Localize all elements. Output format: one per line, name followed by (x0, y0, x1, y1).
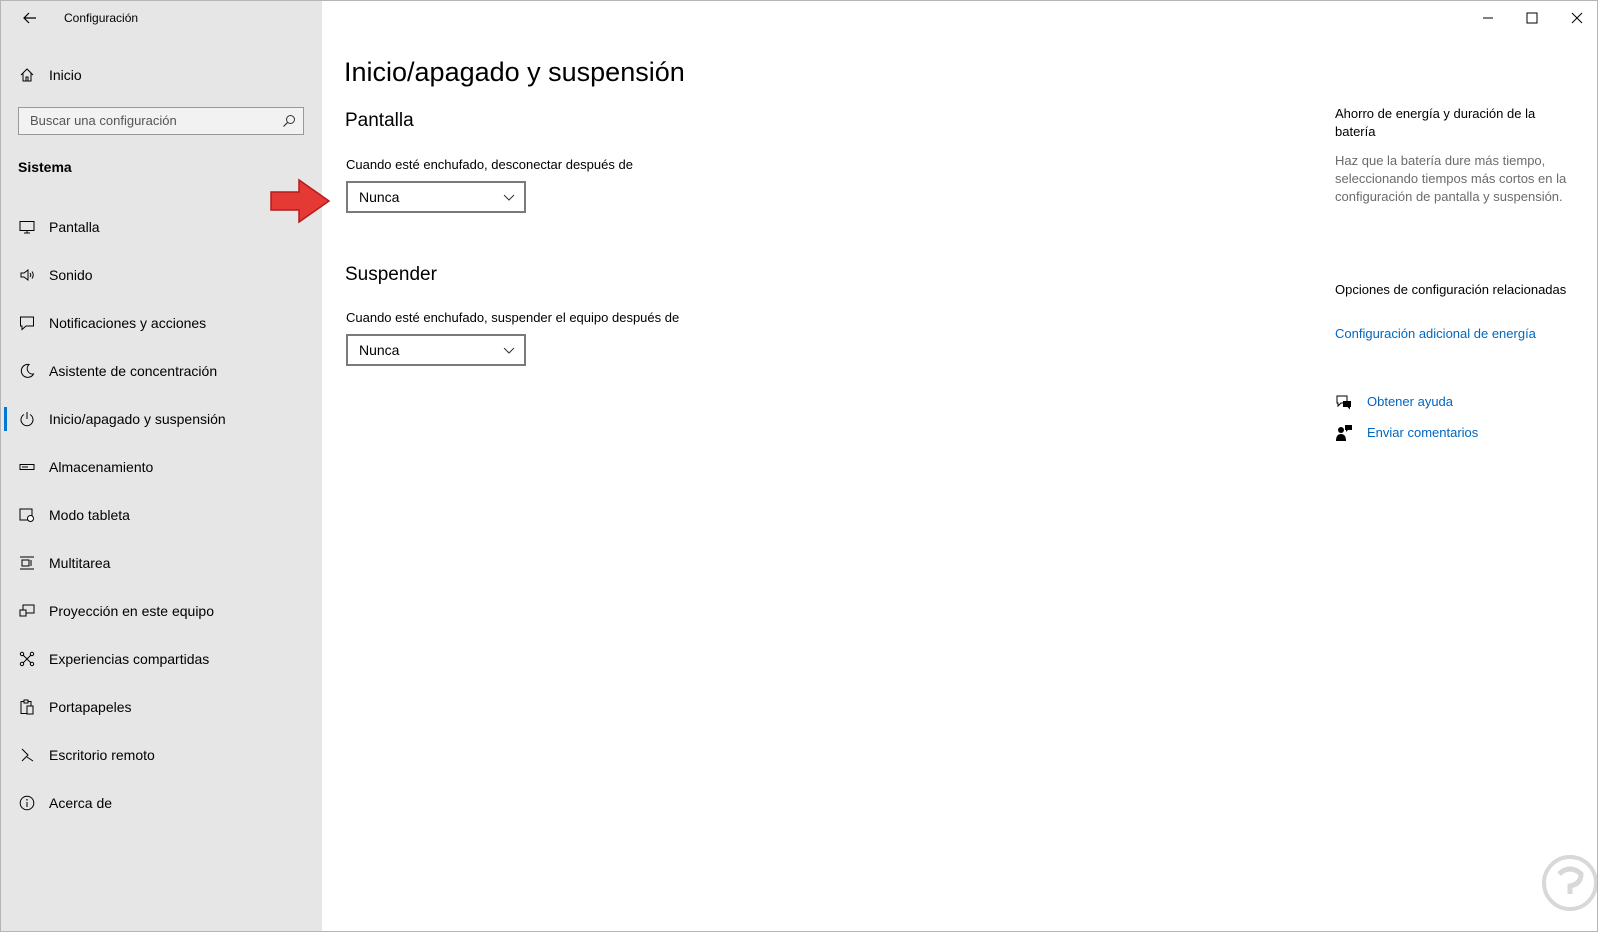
home-icon (18, 66, 36, 84)
screen-timeout-dropdown[interactable] (346, 181, 526, 213)
sidebar-item-sonido[interactable] (1, 255, 322, 295)
multitask-icon (18, 554, 36, 572)
sidebar (1, 1, 322, 931)
sidebar-item-experiencias[interactable] (1, 639, 322, 679)
maximize-icon (1526, 12, 1538, 24)
close-button[interactable] (1562, 7, 1592, 29)
back-arrow-icon (23, 12, 37, 24)
send-feedback-link[interactable]: Enviar comentarios (1367, 425, 1479, 440)
sidebar-item-portapapeles[interactable] (1, 687, 322, 727)
sidebar-item-almacenamiento[interactable] (1, 447, 322, 487)
screen-section-title: Pantalla (345, 110, 414, 131)
minimize-button[interactable] (1473, 7, 1503, 29)
sidebar-item-label: Portapapeles (49, 699, 132, 715)
sidebar-item-home-label: Inicio (49, 67, 82, 83)
sidebar-item-label: Notificaciones y acciones (49, 315, 207, 331)
sidebar-item-label: Escritorio remoto (49, 747, 155, 763)
screen-timeout-label: Cuando esté enchufado, desconectar después de (346, 157, 633, 172)
sleep-section-title: Suspender (345, 264, 437, 285)
sidebar-item-label: Proyección en este equipo (49, 603, 214, 619)
sidebar-item-acerca-de[interactable] (1, 783, 322, 823)
search-icon (282, 114, 296, 128)
sleep-timeout-label: Cuando esté enchufado, suspender el equipo después de (346, 310, 680, 325)
info-icon (18, 794, 36, 812)
speaker-icon (18, 266, 36, 284)
minimize-icon (1482, 12, 1494, 24)
sidebar-item-label: Asistente de concentración (49, 363, 218, 379)
feedback-icon (1335, 424, 1353, 442)
sidebar-item-notificaciones[interactable] (1, 303, 322, 343)
sidebar-item-home[interactable] (1, 60, 322, 90)
sidebar-item-modo-tableta[interactable] (1, 495, 322, 535)
notification-icon (18, 314, 36, 332)
sleep-timeout-value: Nunca (359, 342, 400, 358)
moon-icon (18, 362, 36, 380)
power-icon (18, 410, 36, 428)
related-settings-heading: Opciones de configuración relacionadas (1335, 282, 1567, 297)
search-input[interactable] (18, 107, 304, 135)
section-title: Sistema (18, 159, 72, 175)
additional-power-settings-link[interactable]: Configuración adicional de energía (1335, 326, 1536, 341)
projection-icon (18, 602, 36, 620)
storage-icon (18, 458, 36, 476)
annotation-arrow-icon (269, 178, 331, 224)
search-placeholder: Buscar una configuración (30, 113, 177, 128)
sidebar-item-escritorio-remoto[interactable] (1, 735, 322, 775)
watermark-logo-icon (1541, 854, 1598, 912)
sidebar-item-label: Almacenamiento (49, 459, 154, 475)
monitor-icon (18, 218, 36, 236)
battery-heading: Ahorro de energía y duración de la batería (1335, 106, 1536, 139)
sidebar-item-label: Inicio/apagado y suspensión (49, 411, 226, 427)
app-title: Configuración (64, 11, 139, 25)
back-button[interactable] (13, 5, 47, 31)
close-icon (1571, 12, 1583, 24)
sidebar-item-proyeccion[interactable] (1, 591, 322, 631)
sidebar-item-label: Experiencias compartidas (49, 651, 210, 667)
battery-description: Haz que la batería dure más tiempo, seleccionando tiempos más cortos en la configuración de pantalla y suspensión. (1335, 153, 1567, 204)
sidebar-item-label: Pantalla (49, 219, 100, 235)
chevron-down-icon (503, 345, 515, 355)
sidebar-item-label: Acerca de (49, 795, 113, 811)
sidebar-item-label: Modo tableta (49, 507, 130, 523)
sidebar-item-label: Sonido (49, 267, 93, 283)
sidebar-item-concentracion[interactable] (1, 351, 322, 391)
help-icon (1335, 393, 1353, 411)
remote-desktop-icon (18, 746, 36, 764)
chevron-down-icon (503, 192, 515, 202)
maximize-button[interactable] (1517, 7, 1547, 29)
sidebar-item-multitarea[interactable] (1, 543, 322, 583)
get-help-link[interactable]: Obtener ayuda (1367, 394, 1454, 409)
page-title: Inicio/apagado y suspensión (344, 57, 685, 87)
screen-timeout-value: Nunca (359, 189, 400, 205)
sleep-timeout-dropdown[interactable] (346, 334, 526, 366)
tablet-icon (18, 506, 36, 524)
sidebar-item-inicio-apagado[interactable] (1, 399, 322, 439)
sidebar-item-label: Multitarea (49, 555, 111, 571)
shared-icon (18, 650, 36, 668)
clipboard-icon (18, 698, 36, 716)
